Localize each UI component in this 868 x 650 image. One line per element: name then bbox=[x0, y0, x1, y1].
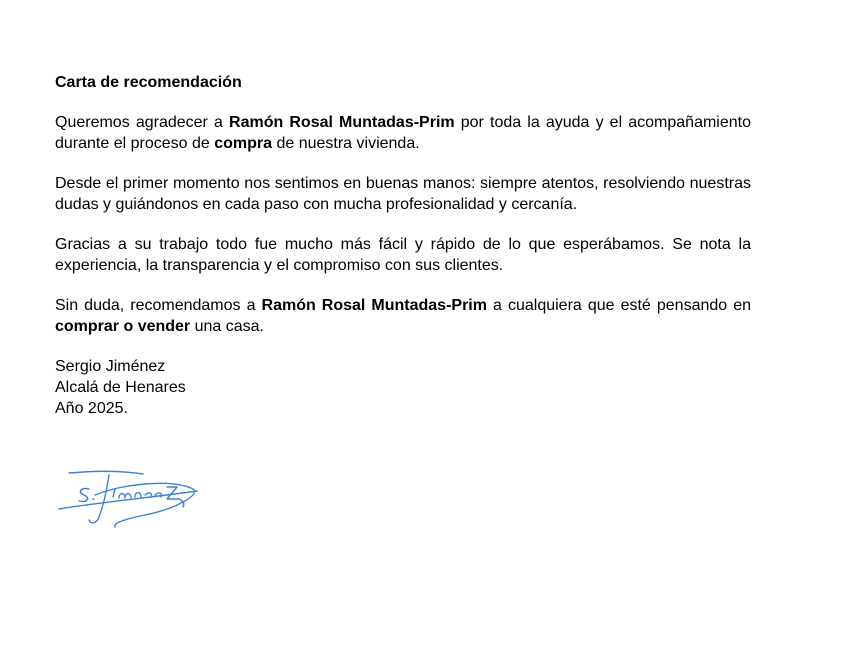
emphasis-purchase: compra bbox=[214, 135, 273, 152]
signature-stroke bbox=[79, 489, 89, 502]
paragraph-experience: Desde el primer momento nos sentimos en buenas manos: siempre atentos, resolviendo nuestras dudas y guiándonos en cada paso con mucha profesionalidad y cercanía. bbox=[55, 175, 751, 213]
paragraph-text: de nuestra vivienda. bbox=[272, 135, 420, 152]
signer-name: Sergio Jiménez bbox=[55, 358, 166, 375]
paragraph-gratitude bbox=[55, 112, 751, 154]
agent-name: Ramón Rosal Muntadas-Prim bbox=[261, 297, 487, 314]
emphasis-buy-sell: comprar o vender bbox=[55, 318, 191, 335]
signer-city: Alcalá de Henares bbox=[55, 379, 186, 396]
paragraph-thanks: Gracias a su trabajo todo fue mucho más fácil y rápido de lo que esperábamos. Se nota la experiencia, la transparencia y el compromiso con sus clientes. bbox=[55, 236, 751, 274]
handwritten-signature bbox=[55, 465, 205, 535]
paragraph-text: por toda la ayuda y el acompañamiento durante el proceso de bbox=[55, 114, 752, 152]
letter-body bbox=[55, 72, 751, 419]
letter-title: Carta de recomendación bbox=[55, 74, 242, 91]
signature-stroke bbox=[167, 487, 184, 507]
paragraph-text: una casa. bbox=[190, 318, 264, 335]
signature-stroke bbox=[89, 475, 109, 523]
paragraph-text: Queremos agradecer a bbox=[55, 114, 230, 131]
paragraph-recommendation bbox=[55, 295, 751, 337]
paragraph-text: a cualquiera que esté pensando en bbox=[486, 297, 752, 314]
paragraph-text: Sin duda, recomendamos a bbox=[55, 297, 262, 314]
signer-year: Año 2025. bbox=[55, 400, 128, 417]
agent-name: Ramón Rosal Muntadas-Prim bbox=[229, 114, 455, 131]
signature-stroke bbox=[95, 483, 194, 527]
signoff-block bbox=[55, 356, 751, 419]
signature-stroke bbox=[69, 471, 143, 474]
